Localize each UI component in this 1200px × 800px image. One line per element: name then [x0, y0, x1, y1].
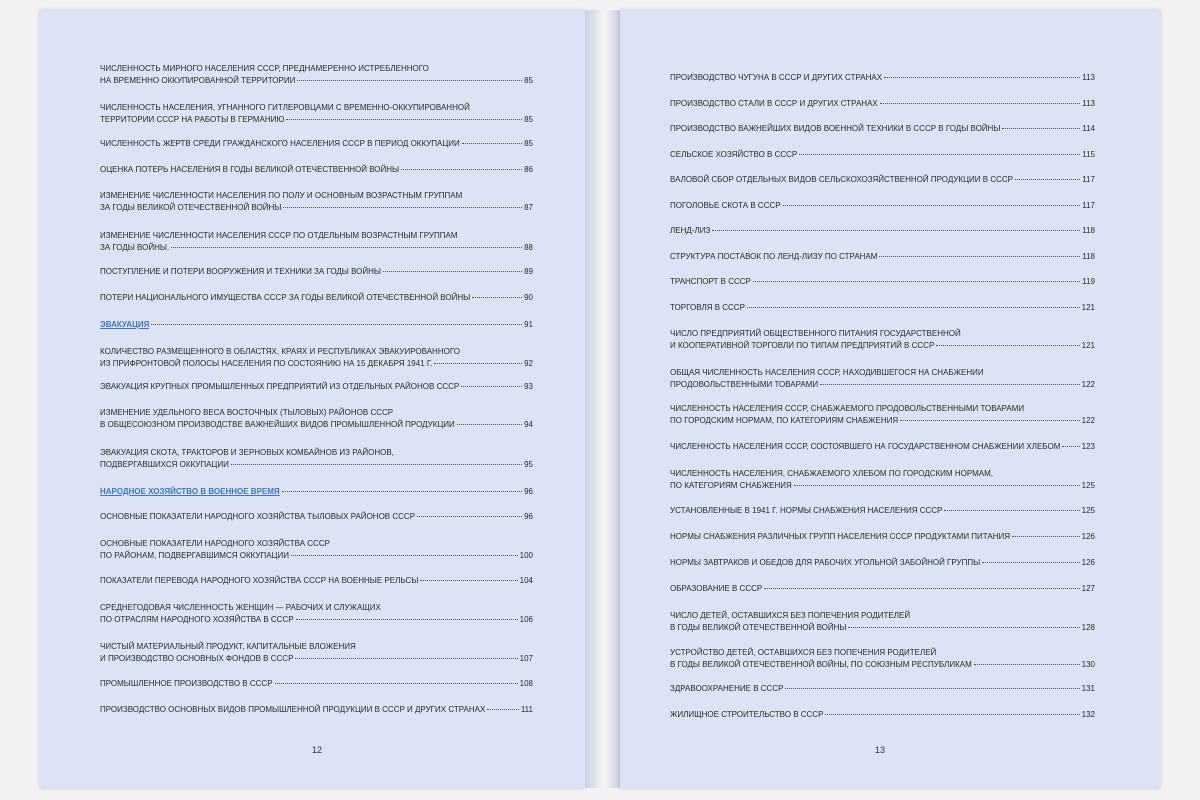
- toc-entry: [100, 63, 533, 87]
- toc-page-number: 125: [1081, 481, 1095, 490]
- toc-page-number: 118: [1082, 226, 1095, 235]
- toc-entry-title: ОЦЕНКА ПОТЕРЬ НАСЕЛЕНИЯ В ГОДЫ ВЕЛИКОЙ ОТЕЧЕСТВЕННОЙ ВОЙНЫ: [100, 165, 400, 174]
- toc-page-number: 85: [524, 115, 533, 124]
- toc-entry-title: ИЗ ПРИФРОНТОВОЙ ПОЛОСЫ НАСЕЛЕНИЯ ПО СОСТОЯНИЮ НА 15 ДЕКАБРЯ 1941 Г.: [100, 359, 433, 368]
- dot-leader: [286, 119, 522, 120]
- toc-entry: [670, 531, 1095, 543]
- toc-page-number: 88: [524, 243, 533, 252]
- toc-entry: [670, 225, 1095, 237]
- toc-entry-title: ЧИСЛЕННОСТЬ НАСЕЛЕНИЯ, СНАБЖАЕМОГО ХЛЕБОМ ПО ГОРОДСКИМ НОРМАМ,: [670, 469, 993, 478]
- toc-entry-title: ПРОИЗВОДСТВО ОСНОВНЫХ ВИДОВ ПРОМЫШЛЕННОЙ ПРОДУКЦИИ В СССР И ДРУГИХ СТРАНАХ: [100, 705, 486, 714]
- dot-leader: [879, 256, 1080, 257]
- toc-entry: [670, 123, 1095, 135]
- toc-entry: [100, 138, 533, 150]
- toc-entry: [670, 557, 1095, 569]
- dot-leader: [457, 424, 522, 425]
- toc-page-number: 106: [519, 615, 533, 624]
- toc-entry: [100, 190, 533, 214]
- toc-entry: [100, 704, 533, 716]
- toc-page-number: 117: [1082, 201, 1095, 210]
- dot-leader: [462, 143, 522, 144]
- toc-entry-title: ОСНОВНЫЕ ПОКАЗАТЕЛИ НАРОДНОГО ХОЗЯЙСТВА СССР: [100, 539, 330, 548]
- toc-page-number: 128: [1081, 623, 1095, 632]
- dot-leader: [383, 271, 522, 272]
- toc-section-link[interactable]: [100, 319, 533, 331]
- toc-entry-title: ЗА ГОДЫ ВОЙНЫ.: [100, 243, 170, 252]
- toc-page-number: 108: [519, 679, 533, 688]
- toc-entry: [670, 174, 1095, 186]
- toc-page-number: 121: [1081, 303, 1095, 312]
- toc-entry-title: И ПРОИЗВОДСТВО ОСНОВНЫХ ФОНДОВ В СССР: [100, 654, 294, 663]
- toc-page-number: 122: [1081, 416, 1095, 425]
- toc-entry-title: УСТАНОВЛЕННЫЕ В 1941 Г. НОРМЫ СНАБЖЕНИЯ НАСЕЛЕНИЯ СССР: [670, 506, 943, 515]
- dot-leader: [944, 510, 1079, 511]
- toc-page-number: 100: [519, 551, 533, 560]
- toc-entry-title: УСТРОЙСТВО ДЕТЕЙ, ОСТАВШИХСЯ БЕЗ ПОПЕЧЕНИЯ РОДИТЕЛЕЙ: [670, 648, 937, 657]
- dot-leader: [799, 154, 1080, 155]
- toc-entry: [670, 468, 1095, 492]
- toc-entry-title: НА ВРЕМЕННО ОККУПИРОВАННОЙ ТЕРРИТОРИИ: [100, 76, 296, 85]
- toc-section-link[interactable]: [100, 486, 533, 498]
- dot-leader: [936, 345, 1079, 346]
- dot-leader: [295, 658, 517, 659]
- toc-entry-title: ЛЕНД-ЛИЗ: [670, 226, 711, 235]
- toc-page-number: 113: [1082, 99, 1095, 108]
- right-page: [620, 10, 1160, 788]
- toc-entry: [670, 149, 1095, 161]
- toc-entry: [670, 251, 1095, 263]
- dot-leader: [783, 205, 1081, 206]
- dot-leader: [884, 77, 1080, 78]
- toc-entry-title: ЧИСЛО ПРЕДПРИЯТИЙ ОБЩЕСТВЕННОГО ПИТАНИЯ ГОСУДАРСТВЕННОЙ: [670, 329, 961, 338]
- dot-leader: [487, 709, 519, 710]
- toc-page-number: 85: [524, 139, 533, 148]
- dot-leader: [171, 247, 522, 248]
- toc-entry-title: ПРОИЗВОДСТВО ЧУГУНА В СССР И ДРУГИХ СТРАНАХ: [670, 73, 883, 82]
- dot-leader: [747, 307, 1080, 308]
- dot-leader: [283, 207, 522, 208]
- toc-page-number: 96: [524, 512, 533, 521]
- toc-page-number: 123: [1081, 442, 1095, 451]
- toc-page-number: 117: [1082, 175, 1095, 184]
- toc-page-number: 127: [1081, 584, 1095, 593]
- dot-leader: [297, 80, 522, 81]
- dot-leader: [848, 627, 1079, 628]
- toc-entry-title: ЧИСЛЕННОСТЬ НАСЕЛЕНИЯ, УГНАННОГО ГИТЛЕРОВЦАМИ С ВРЕМЕННО-ОККУПИРОВАННОЙ: [100, 103, 470, 112]
- dot-leader: [291, 555, 518, 556]
- toc-entry-title: ИЗМЕНЕНИЕ УДЕЛЬНОГО ВЕСА ВОСТОЧНЫХ (ТЫЛОВЫХ) РАЙОНОВ СССР: [100, 408, 394, 417]
- toc-page-number: 94: [524, 420, 533, 429]
- toc-entry-title: В ГОДЫ ВЕЛИКОЙ ОТЕЧЕСТВЕННОЙ ВОЙНЫ: [670, 623, 847, 632]
- toc-entry-title: ЧИСЛЕННОСТЬ НАСЕЛЕНИЯ СССР, СОСТОЯВШЕГО НА ГОСУДАРСТВЕННОМ СНАБЖЕНИИ ХЛЕБОМ: [670, 442, 1061, 451]
- toc-entry-title: КОЛИЧЕСТВО РАЗМЕЩЕННОГО В ОБЛАСТЯХ, КРАЯХ И РЕСПУБЛИКАХ ЭВАКУИРОВАННОГО: [100, 347, 460, 356]
- toc-entry-title: И КООПЕРАТИВНОЙ ТОРГОВЛИ ПО ТИПАМ ПРЕДПРИЯТИЙ В СССР: [670, 341, 935, 350]
- toc-entry: [100, 346, 533, 370]
- toc-page-number: 113: [1082, 73, 1095, 82]
- dot-leader: [420, 580, 517, 581]
- toc-entry: [100, 230, 533, 254]
- dot-leader: [712, 230, 1080, 231]
- toc-entry: [670, 647, 1095, 671]
- toc-entry: [670, 367, 1095, 391]
- toc-entry-title: СРЕДНЕГОДОВАЯ ЧИСЛЕННОСТЬ ЖЕНЩИН — РАБОЧИХ И СЛУЖАЩИХ: [100, 603, 381, 612]
- toc-entry-title: НОРМЫ СНАБЖЕНИЯ РАЗЛИЧНЫХ ГРУПП НАСЕЛЕНИЯ СССР ПРОДУКТАМИ ПИТАНИЯ: [670, 532, 1011, 541]
- toc-page-number: 125: [1081, 506, 1095, 515]
- toc-page-number: 86: [524, 165, 533, 174]
- toc-page-number: 107: [519, 654, 533, 663]
- toc-page-number: 126: [1081, 558, 1095, 567]
- toc-entry-title: ПО ОТРАСЛЯМ НАРОДНОГО ХОЗЯЙСТВА В СССР: [100, 615, 294, 624]
- book-spine: [585, 10, 620, 788]
- left-page: [40, 10, 585, 788]
- toc-entry: [100, 602, 533, 626]
- toc-entry-title: СЕЛЬСКОЕ ХОЗЯЙСТВО В СССР: [670, 150, 798, 159]
- dot-leader: [417, 516, 522, 517]
- toc-page-number: 118: [1082, 252, 1095, 261]
- toc-entry: [100, 447, 533, 471]
- toc-entry-title: НАРОДНОЕ ХОЗЯЙСТВО В ВОЕННОЕ ВРЕМЯ: [100, 487, 280, 496]
- dot-leader: [753, 281, 1080, 282]
- toc-entry: [670, 441, 1095, 453]
- toc-entry-title: ПРОДОВОЛЬСТВЕННЫМИ ТОВАРАМИ: [670, 380, 819, 389]
- toc-page-number: 119: [1082, 277, 1095, 286]
- toc-entry-title: ПРОИЗВОДСТВО ВАЖНЕЙШИХ ВИДОВ ВОЕННОЙ ТЕХНИКИ В СССР В ГОДЫ ВОЙНЫ: [670, 124, 1001, 133]
- toc-entry: [100, 381, 533, 393]
- dot-leader: [401, 169, 522, 170]
- toc-entry-title: ПОКАЗАТЕЛИ ПЕРЕВОДА НАРОДНОГО ХОЗЯЙСТВА СССР НА ВОЕННЫЕ РЕЛЬСЫ: [100, 576, 419, 585]
- toc-entry-title: ПРОИЗВОДСТВО СТАЛИ В СССР И ДРУГИХ СТРАНАХ: [670, 99, 878, 108]
- dot-leader: [1062, 446, 1079, 447]
- toc-page-number: 87: [524, 203, 533, 212]
- toc-entry: [670, 328, 1095, 352]
- toc-entry-title: ЧИСТЫЙ МАТЕРИАЛЬНЫЙ ПРОДУКТ, КАПИТАЛЬНЫЕ ВЛОЖЕНИЯ: [100, 642, 356, 651]
- toc-entry: [670, 72, 1095, 84]
- toc-page-number: 121: [1081, 341, 1095, 350]
- toc-entry-title: ПО КАТЕГОРИЯМ СНАБЖЕНИЯ: [670, 481, 792, 490]
- dot-leader: [296, 619, 518, 620]
- toc-entry-title: ЭВАКУАЦИЯ КРУПНЫХ ПРОМЫШЛЕННЫХ ПРЕДПРИЯТИЙ ИЗ ОТДЕЛЬНЫХ РАЙОНОВ СССР: [100, 382, 460, 391]
- toc-entry: [100, 407, 533, 431]
- toc-entry-title: НОРМЫ ЗАВТРАКОВ И ОБЕДОВ ДЛЯ РАБОЧИХ УГОЛЬНОЙ ЗАБОЙНОЙ ГРУППЫ: [670, 558, 981, 567]
- dot-leader: [820, 384, 1079, 385]
- dot-leader: [900, 420, 1079, 421]
- dot-leader: [275, 683, 518, 684]
- dot-leader: [794, 485, 1080, 486]
- toc-entry: [100, 102, 533, 126]
- toc-page-number: 93: [524, 382, 533, 391]
- dot-leader: [151, 324, 522, 325]
- dot-leader: [1002, 128, 1080, 129]
- toc-entry-title: ПОТЕРИ НАЦИОНАЛЬНОГО ИМУЩЕСТВА СССР ЗА ГОДЫ ВЕЛИКОЙ ОТЕЧЕСТВЕННОЙ ВОЙНЫ: [100, 293, 471, 302]
- toc-entry-title: ИЗМЕНЕНИЕ ЧИСЛЕННОСТИ НАСЕЛЕНИЯ СССР ПО ОТДЕЛЬНЫМ ВОЗРАСТНЫМ ГРУППАМ: [100, 231, 458, 240]
- dot-leader: [1015, 179, 1080, 180]
- toc-entry: [100, 511, 533, 523]
- toc-entry: [670, 200, 1095, 212]
- toc-page-number: 92: [524, 359, 533, 368]
- toc-page-number: 126: [1081, 532, 1095, 541]
- dot-leader: [282, 491, 522, 492]
- toc-entry-title: ТРАНСПОРТ В СССР: [670, 277, 751, 286]
- toc-page-number: 85: [524, 76, 533, 85]
- toc-entry-title: ЧИСЛЕННОСТЬ НАСЕЛЕНИЯ СССР, СНАБЖАЕМОГО ПРОДОВОЛЬСТВЕННЫМИ ТОВАРАМИ: [670, 404, 1025, 413]
- dot-leader: [472, 297, 522, 298]
- toc-entry-title: ЗА ГОДЫ ВЕЛИКОЙ ОТЕЧЕСТВЕННОЙ ВОЙНЫ: [100, 203, 282, 212]
- dot-leader: [764, 588, 1079, 589]
- toc-entry-title: ПОСТУПЛЕНИЕ И ПОТЕРИ ВООРУЖЕНИЯ И ТЕХНИКИ ЗА ГОДЫ ВОЙНЫ: [100, 267, 381, 276]
- toc-entry: [100, 292, 533, 304]
- toc-page-number: 122: [1081, 380, 1095, 389]
- dot-leader: [880, 103, 1080, 104]
- toc-entry-title: ИЗМЕНЕНИЕ ЧИСЛЕННОСТИ НАСЕЛЕНИЯ ПО ПОЛУ И ОСНОВНЫМ ВОЗРАСТНЫМ ГРУППАМ: [100, 191, 463, 200]
- toc-entry-title: ЧИСЛЕННОСТЬ ЖЕРТВ СРЕДИ ГРАЖДАНСКОГО НАСЕЛЕНИЯ СССР В ПЕРИОД ОККУПАЦИИ: [100, 139, 460, 148]
- dot-leader: [1012, 536, 1080, 537]
- toc-entry: [100, 641, 533, 665]
- dot-leader: [434, 363, 522, 364]
- toc-entry-title: ОБЩАЯ ЧИСЛЕННОСТЬ НАСЕЛЕНИЯ СССР, НАХОДИВШЕГОСЯ НА СНАБЖЕНИИ: [670, 368, 984, 377]
- toc-page-number: 115: [1082, 150, 1095, 159]
- toc-page-number: 131: [1081, 684, 1095, 693]
- toc-entry-title: ОБРАЗОВАНИЕ В СССР: [670, 584, 763, 593]
- page-number: 12: [312, 745, 323, 755]
- toc-entry-title: ПРОМЫШЛЕННОЕ ПРОИЗВОДСТВО В СССР: [100, 679, 273, 688]
- toc-entry: [100, 266, 533, 278]
- dot-leader: [461, 386, 522, 387]
- toc-entry: [670, 403, 1095, 427]
- toc-entry: [100, 575, 533, 587]
- toc-page-number: 111: [520, 705, 533, 714]
- dot-leader: [785, 688, 1079, 689]
- toc-entry: [670, 505, 1095, 517]
- toc-entry: [670, 98, 1095, 110]
- toc-entry-title: ПОДВЕРГАВШИХСЯ ОККУПАЦИИ: [100, 460, 229, 469]
- dot-leader: [974, 664, 1080, 665]
- toc-entry-title: ВАЛОВОЙ СБОР ОТДЕЛЬНЫХ ВИДОВ СЕЛЬСКОХОЗЯЙСТВЕННОЙ ПРОДУКЦИИ В СССР: [670, 175, 1013, 184]
- toc-page-number: 130: [1081, 660, 1095, 669]
- toc-entry-title: ПО РАЙОНАМ, ПОДВЕРГАВШИМСЯ ОККУПАЦИИ: [100, 551, 289, 560]
- toc-entry: [100, 164, 533, 176]
- toc-entry-title: ЧИСЛО ДЕТЕЙ, ОСТАВШИХСЯ БЕЗ ПОПЕЧЕНИЯ РОДИТЕЛЕЙ: [670, 611, 911, 620]
- toc-page-number: 132: [1081, 710, 1095, 719]
- toc-page-number: 90: [524, 293, 533, 302]
- toc-entry-title: В ГОДЫ ВЕЛИКОЙ ОТЕЧЕСТВЕННОЙ ВОЙНЫ, ПО СОЮЗНЫМ РЕСПУБЛИКАМ: [670, 660, 972, 669]
- toc-entry-title: СТРУКТУРА ПОСТАВОК ПО ЛЕНД-ЛИЗУ ПО СТРАНАМ: [670, 252, 878, 261]
- toc-entry: [670, 709, 1095, 721]
- toc-entry: [670, 302, 1095, 314]
- toc-entry: [100, 678, 533, 690]
- toc-entry-title: ПО ГОРОДСКИМ НОРМАМ, ПО КАТЕГОРИЯМ СНАБЖЕНИЯ: [670, 416, 899, 425]
- toc-page-number: 96: [524, 487, 533, 496]
- toc-entry-title: ЗДРАВООХРАНЕНИЕ В СССР: [670, 684, 784, 693]
- toc-entry-title: ПОГОЛОВЬЕ СКОТА В СССР: [670, 201, 781, 210]
- toc-entry-title: ЭВАКУАЦИЯ: [100, 320, 150, 329]
- toc-entry: [100, 538, 533, 562]
- toc-page-number: 114: [1082, 124, 1095, 133]
- toc-entry-title: ТОРГОВЛЯ В СССР: [670, 303, 745, 312]
- toc-entry: [670, 683, 1095, 695]
- dot-leader: [231, 464, 522, 465]
- toc-entry-title: ЭВАКУАЦИЯ СКОТА, ТРАКТОРОВ И ЗЕРНОВЫХ КОМБАЙНОВ ИЗ РАЙОНОВ,: [100, 448, 394, 457]
- toc-page-number: 104: [519, 576, 533, 585]
- toc-entry-title: ОСНОВНЫЕ ПОКАЗАТЕЛИ НАРОДНОГО ХОЗЯЙСТВА ТЫЛОВЫХ РАЙОНОВ СССР: [100, 512, 416, 521]
- dot-leader: [982, 562, 1079, 563]
- toc-page-number: 95: [524, 460, 533, 469]
- toc-entry-title: ТЕРРИТОРИИ СССР НА РАБОТЫ В ГЕРМАНИЮ: [100, 115, 285, 124]
- toc-entry: [670, 583, 1095, 595]
- toc-entry: [670, 610, 1095, 634]
- toc-entry-title: В ОБЩЕСОЮЗНОМ ПРОИЗВОДСТВЕ ВАЖНЕЙШИХ ВИДОВ ПРОМЫШЛЕННОЙ ПРОДУКЦИИ: [100, 420, 455, 429]
- toc-entry-title: ЧИСЛЕННОСТЬ МИРНОГО НАСЕЛЕНИЯ СССР, ПРЕДНАМЕРЕННО ИСТРЕБЛЕННОГО: [100, 64, 429, 73]
- dot-leader: [825, 714, 1079, 715]
- toc-entry-title: ЖИЛИЩНОЕ СТРОИТЕЛЬСТВО В СССР: [670, 710, 824, 719]
- toc-page-number: 91: [524, 320, 533, 329]
- page-number: 13: [875, 745, 886, 755]
- toc-page-number: 89: [524, 267, 533, 276]
- toc-entry: [670, 276, 1095, 288]
